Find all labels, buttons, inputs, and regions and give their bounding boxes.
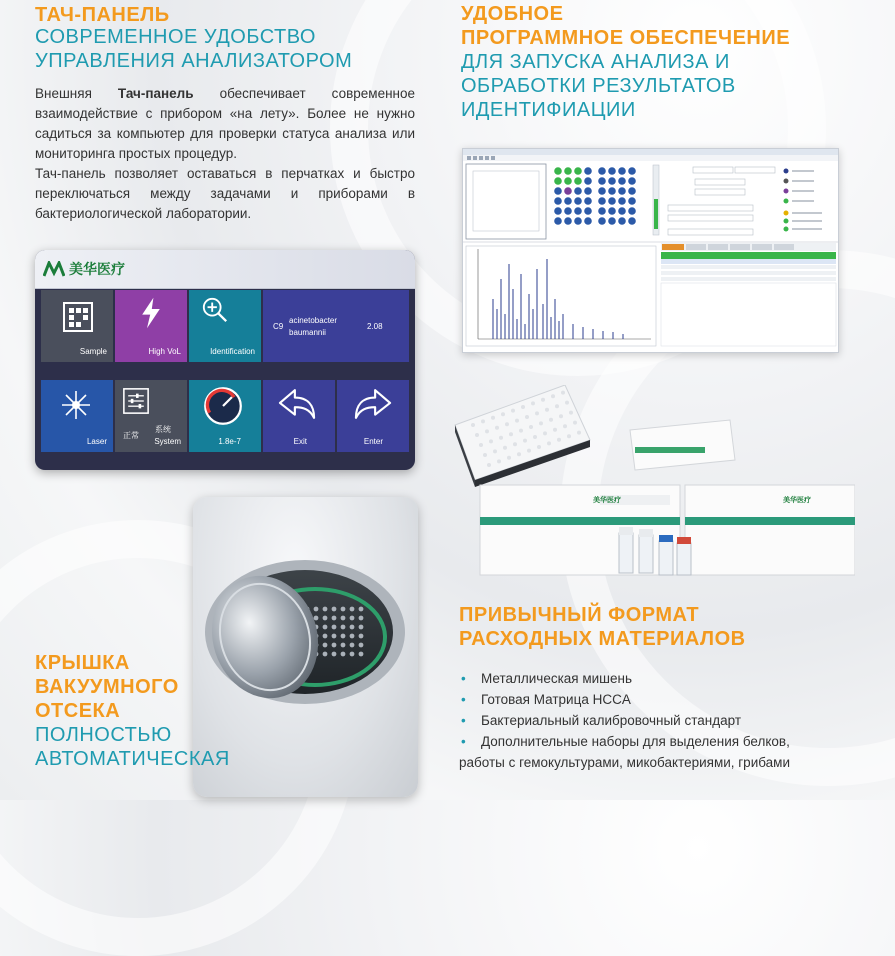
plate-well (332, 607, 337, 612)
gauge-icon (203, 386, 243, 426)
back-arrow-icon (277, 388, 317, 420)
software-screenshot (462, 148, 839, 353)
lightning-icon (139, 296, 163, 330)
exit-tile[interactable] (263, 380, 335, 452)
target-spot (529, 425, 533, 429)
result-position: C9 (273, 322, 284, 331)
plate-well (323, 616, 328, 621)
system-tile[interactable] (115, 380, 187, 452)
well-marker (598, 187, 606, 195)
laser-label: Laser (86, 437, 107, 446)
target-spot (577, 431, 581, 435)
result-tile[interactable] (263, 290, 409, 362)
well-marker (554, 217, 562, 225)
well-marker (574, 207, 582, 215)
vacuum-title-line-3: ОТСЕКА (35, 700, 121, 722)
target-spot (543, 431, 547, 435)
target-spot (489, 439, 493, 443)
consumables-title-line-2: РАСХОДНЫХ МАТЕРИАЛОВ (459, 628, 746, 650)
target-spot (479, 443, 483, 447)
plate-well (359, 643, 364, 648)
box-logo-text: 美华医疗 (593, 497, 621, 504)
sample-tile[interactable] (41, 290, 113, 362)
well-marker (564, 217, 572, 225)
well-marker (608, 167, 616, 175)
sample-label: Sample (79, 347, 107, 356)
logo-text: 美华医疗 (69, 261, 125, 277)
result-organism-line-2: baumannii (289, 328, 326, 337)
software-title-line-2: ПРОГРАММНОЕ ОБЕСПЕЧЕНИЕ (461, 27, 791, 49)
plate-well (341, 634, 346, 639)
target-spot (485, 429, 489, 433)
well-marker (618, 197, 626, 205)
target-spot (557, 438, 561, 442)
plate-well (323, 607, 328, 612)
plate-well (350, 625, 355, 630)
plate-well (332, 643, 337, 648)
well-marker (608, 177, 616, 185)
well-marker (608, 197, 616, 205)
gauge-value: 1.8e-7 (218, 437, 241, 446)
target-spot (527, 449, 531, 453)
well-marker (584, 217, 592, 225)
software-subtitle-line-1: ДЛЯ ЗАПУСКА АНАЛИЗА И (461, 51, 730, 73)
qr-grid-icon (63, 302, 93, 332)
well-marker (628, 167, 636, 175)
plate-well (359, 652, 364, 657)
target-spot (483, 453, 487, 457)
plate-well (341, 616, 346, 621)
well-marker (608, 187, 616, 195)
panel-header (35, 250, 415, 289)
plate-well (323, 634, 328, 639)
plate-well (332, 625, 337, 630)
plate-well (323, 652, 328, 657)
well-marker (554, 177, 562, 185)
vacuum-subtitle-line-1: ПОЛНОСТЬЮ (35, 724, 172, 746)
target-spot (525, 415, 529, 419)
well-marker (564, 177, 572, 185)
plate-well (350, 616, 355, 621)
well-marker (618, 217, 626, 225)
well-marker (574, 177, 582, 185)
well-marker (564, 197, 572, 205)
plate-well (332, 634, 337, 639)
well-marker (584, 167, 592, 175)
system-label: System (154, 437, 181, 446)
well-marker (554, 187, 562, 195)
well-marker (618, 177, 626, 185)
result-organism-line-1: acinetobacter (289, 316, 338, 325)
plate-well (359, 634, 364, 639)
well-marker (598, 197, 606, 205)
well-marker (584, 207, 592, 215)
touch-subtitle-line-1: СОВРЕМЕННОЕ УДОБСТВО (35, 26, 316, 48)
plate-well (350, 607, 355, 612)
list-item: • Дополнительные наборы для выделения белков, (459, 731, 790, 752)
consumables-graphic (445, 385, 855, 585)
laser-tile[interactable] (41, 380, 113, 452)
well-marker (618, 187, 626, 195)
well-marker (574, 187, 582, 195)
plate-well (341, 643, 346, 648)
plate-well (350, 652, 355, 657)
plate-well (350, 634, 355, 639)
target-spot (475, 433, 479, 437)
target-spot (541, 398, 545, 402)
target-spot (501, 412, 505, 416)
target-spot (487, 463, 491, 467)
target-spot (523, 439, 527, 443)
target-spot (497, 459, 501, 463)
target-spot (553, 428, 557, 432)
target-spot (559, 414, 563, 418)
well-marker (554, 197, 562, 205)
plate-well (341, 607, 346, 612)
target-spot (515, 419, 519, 423)
result-score: 2.08 (367, 322, 383, 331)
well-marker (584, 177, 592, 185)
well-marker (554, 207, 562, 215)
target-spot (573, 421, 577, 425)
target-spot (537, 445, 541, 449)
well-marker (608, 217, 616, 225)
plate-well (359, 625, 364, 630)
plate-well (314, 616, 319, 621)
touch-paragraph-1: Внешняя Тач-панель обеспечивает современное взаимодействие с прибором «на лету». Более не нужно садиться за компьютер для проверки статуса анализа или мониторинга простых процедур. (35, 86, 415, 161)
logo-icon (43, 261, 65, 277)
target-spot (507, 456, 511, 460)
target-spot (549, 418, 553, 422)
identification-label: Identification (210, 347, 255, 356)
list-item: • Готовая Матрица HCCA (459, 689, 790, 710)
high-vol-tile[interactable] (115, 290, 187, 362)
target-spot (555, 404, 559, 408)
target-spot (521, 405, 525, 409)
target-spot (535, 411, 539, 415)
touch-panel-screen (35, 250, 415, 470)
plate-well (323, 625, 328, 630)
target-spot (491, 416, 495, 420)
target-spot (517, 452, 521, 456)
vacuum-title-line-2: ВАКУУМНОГО (35, 676, 179, 698)
well-marker (628, 217, 636, 225)
plate-well (314, 607, 319, 612)
well-marker (554, 167, 562, 175)
sliders-icon (123, 388, 149, 414)
target-spot (481, 419, 485, 423)
vacuum-gauge-tile[interactable] (189, 380, 261, 452)
enter-tile[interactable] (337, 380, 409, 452)
well-marker (598, 207, 606, 215)
target-spot (471, 423, 475, 427)
well-marker (574, 217, 582, 225)
well-marker (574, 197, 582, 205)
touch-paragraph-2: Тач-панель позволяет оставаться в перчатках и быстро переключаться между задачами и приборами в бактериологической лаборатории. (35, 166, 415, 221)
consumables-list (459, 668, 790, 752)
target-spot (547, 441, 551, 445)
high-vol-label: High VoL (148, 347, 181, 356)
target-spot (545, 408, 549, 412)
well-marker (564, 207, 572, 215)
target-spot (519, 429, 523, 433)
consumables-title-line-1: ПРИВЫЧНЫЙ ФОРМАТ (459, 604, 700, 626)
target-spot (565, 401, 569, 405)
system-cn-left: 正常 (123, 431, 139, 440)
target-spot (499, 436, 503, 440)
target-spot (505, 422, 509, 426)
well-marker (584, 187, 592, 195)
well-marker (564, 167, 572, 175)
target-spot (511, 409, 515, 413)
software-subtitle-line-2: ОБРАБОТКИ РЕЗУЛЬТАТОВ (461, 75, 736, 97)
software-title-line-1: УДОБНОЕ (461, 3, 564, 25)
well-marker (598, 217, 606, 225)
company-logo (43, 258, 125, 280)
target-spot (561, 391, 565, 395)
target-spot (569, 411, 573, 415)
plate-well (359, 616, 364, 621)
well-marker (598, 167, 606, 175)
consumables-photo (445, 385, 855, 585)
box-logo-text-2: 美华医疗 (783, 497, 811, 504)
touch-subtitle-line-2: УПРАВЛЕНИЯ АНАЛИЗАТОРОМ (35, 50, 353, 72)
well-marker (574, 167, 582, 175)
plate-well (332, 652, 337, 657)
software-window-graphic (463, 149, 838, 352)
well-marker (618, 207, 626, 215)
target-spot (509, 432, 513, 436)
well-marker (608, 207, 616, 215)
exit-label: Exit (293, 437, 307, 446)
target-spot (495, 426, 499, 430)
system-cn-right: 系统 (155, 425, 171, 434)
well-marker (598, 177, 606, 185)
target-spot (567, 434, 571, 438)
well-marker (564, 187, 572, 195)
target-spot (533, 435, 537, 439)
laser-icon (61, 390, 91, 420)
vacuum-subtitle-line-2: АВТОМАТИЧЕСКАЯ (35, 748, 230, 770)
target-spot (539, 421, 543, 425)
identification-tile[interactable] (189, 290, 261, 362)
list-item: • Металлическая мишень (459, 668, 790, 689)
target-spot (503, 446, 507, 450)
well-marker (628, 177, 636, 185)
target-spot (563, 424, 567, 428)
list-item-continuation: работы с гемокультурами, микобактериями, грибами (459, 755, 790, 770)
plate-well (341, 652, 346, 657)
touch-title: ТАЧ-ПАНЕЛЬ (35, 4, 170, 26)
well-marker (628, 187, 636, 195)
plate-well (332, 616, 337, 621)
target-spot (493, 449, 497, 453)
well-marker (628, 197, 636, 205)
zoom-in-icon (201, 296, 229, 324)
target-spot (531, 401, 535, 405)
target-spot (551, 394, 555, 398)
target-spot (513, 442, 517, 446)
plate-well (323, 643, 328, 648)
forward-arrow-icon (353, 388, 393, 420)
list-item: • Бактериальный калибровочный стандарт (459, 710, 790, 731)
enter-label: Enter (363, 437, 383, 446)
software-subtitle-line-3: ИДЕНТИФИАЦИИ (461, 99, 636, 121)
vacuum-title-line-1: КРЫШКА (35, 652, 130, 674)
well-marker (628, 207, 636, 215)
well-marker (584, 197, 592, 205)
well-marker (618, 167, 626, 175)
plate-well (359, 607, 364, 612)
plate-well (341, 625, 346, 630)
plate-well (350, 643, 355, 648)
